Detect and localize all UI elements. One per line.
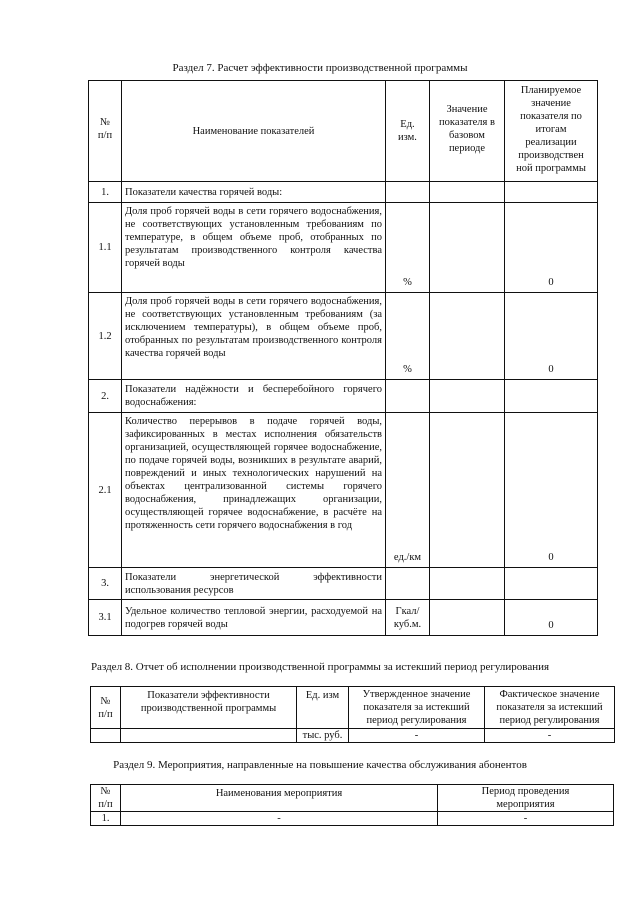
row-unit — [386, 182, 430, 203]
table-row — [91, 729, 615, 743]
row-plan: 0 — [505, 600, 598, 636]
row-unit: тыс. руб. — [297, 729, 349, 743]
table-row — [89, 182, 598, 203]
section8-header-row — [91, 687, 615, 729]
row-num: 2.1 — [89, 413, 122, 568]
row-num: 3.1 — [89, 600, 122, 636]
row-num: 3. — [89, 568, 122, 600]
row-num — [91, 729, 121, 743]
row-period: - — [438, 812, 614, 826]
row-name: Показатели надёжности и бесперебойного горячего водоснабжения: — [122, 380, 386, 413]
table-row — [89, 380, 598, 413]
section7-title: Раздел 7. Расчет эффективности производственной программы — [172, 62, 468, 74]
row-name: - — [121, 812, 438, 826]
col-header-base: Значение показателя в базовом периоде — [430, 81, 505, 182]
row-base — [430, 380, 505, 413]
row-plan — [505, 182, 598, 203]
row-unit — [386, 568, 430, 600]
col-header-approved: Утвержденное значение показателя за истекший период регулирования — [349, 687, 485, 729]
col-header-name: Наименование показателей — [122, 81, 386, 182]
row-name: Показатели качества горячей воды: — [122, 182, 386, 203]
row-num: 1.1 — [89, 203, 122, 293]
row-plan: 0 — [505, 413, 598, 568]
row-name: Доля проб горячей воды в сети горячего водоснабжения, не соответствующих установленным требованиям по температуре, в общем объеме проб, отобранных по результатам производственного контроля качества горячей воды — [122, 203, 386, 293]
row-base — [430, 568, 505, 600]
col-header-num: № п/п — [89, 81, 122, 182]
table-row — [89, 568, 598, 600]
row-base — [430, 293, 505, 380]
section8-table — [90, 686, 615, 743]
section9-header-row — [91, 785, 614, 812]
table-row — [89, 293, 598, 380]
row-unit: Гкал/ куб.м. — [386, 600, 430, 636]
row-unit: % — [386, 293, 430, 380]
col-header-actual: Фактическое значение показателя за истекший период регулирования — [485, 687, 615, 729]
row-name — [121, 729, 297, 743]
row-unit — [386, 380, 430, 413]
col-header-plan: Планируемое значение показателя по итогам реализации производствен ной программы — [505, 81, 598, 182]
row-base — [430, 413, 505, 568]
row-plan — [505, 568, 598, 600]
table-row — [89, 413, 598, 568]
row-base — [430, 182, 505, 203]
col-header-period: Период проведения мероприятия — [438, 785, 614, 812]
row-plan: 0 — [505, 293, 598, 380]
row-plan: 0 — [505, 203, 598, 293]
section9-title: Раздел 9. Мероприятия, направленные на повышение качества обслуживания абонентов — [113, 759, 527, 771]
col-header-num: № п/п — [91, 687, 121, 729]
row-unit: ед./км — [386, 413, 430, 568]
row-num: 2. — [89, 380, 122, 413]
row-actual: - — [485, 729, 615, 743]
row-approved: - — [349, 729, 485, 743]
row-unit: % — [386, 203, 430, 293]
section9-table — [90, 784, 614, 826]
row-name: Количество перерывов в подаче горячей воды, зафиксированных в местах исполнения обязательств организацией, осуществляющей горячее водоснабжение, по подаче горячей воды, возникших в результате аварий, повреждений и иных технологических нарушений на объектах централизованной системы горячего водоснабжения, принадлежащих организации, осуществляющей горячее водоснабжение, в расчёте на протяженность сети горячего водоснабжения в год — [122, 413, 386, 568]
col-header-unit: Ед. изм. — [386, 81, 430, 182]
row-num: 1. — [91, 812, 121, 826]
col-header-num: № п/п — [91, 785, 121, 812]
row-name: Доля проб горячей воды в сети горячего водоснабжения, не соответствующих установленным требованиям (за исключением температуры), в общем объеме проб, отобранных по результатам производственного контроля качества горячей воды — [122, 293, 386, 380]
col-header-name: Наименования мероприятия — [121, 785, 438, 812]
table-row — [89, 203, 598, 293]
table-row — [89, 600, 598, 636]
row-num: 1.2 — [89, 293, 122, 380]
table-row — [91, 812, 614, 826]
row-base — [430, 600, 505, 636]
row-name: Удельное количество тепловой энергии, расходуемой на подогрев горячей воды — [122, 600, 386, 636]
row-plan — [505, 380, 598, 413]
row-name: Показатели энергетической эффективности использования ресурсов — [122, 568, 386, 600]
section8-title: Раздел 8. Отчет об исполнении производственной программы за истекший период регулирования — [90, 661, 550, 673]
section7-table — [88, 80, 598, 636]
col-header-unit: Ед. изм — [297, 687, 349, 729]
row-num: 1. — [89, 182, 122, 203]
section7-header-row — [89, 81, 598, 182]
row-base — [430, 203, 505, 293]
col-header-name: Показатели эффективности производственной программы — [121, 687, 297, 729]
